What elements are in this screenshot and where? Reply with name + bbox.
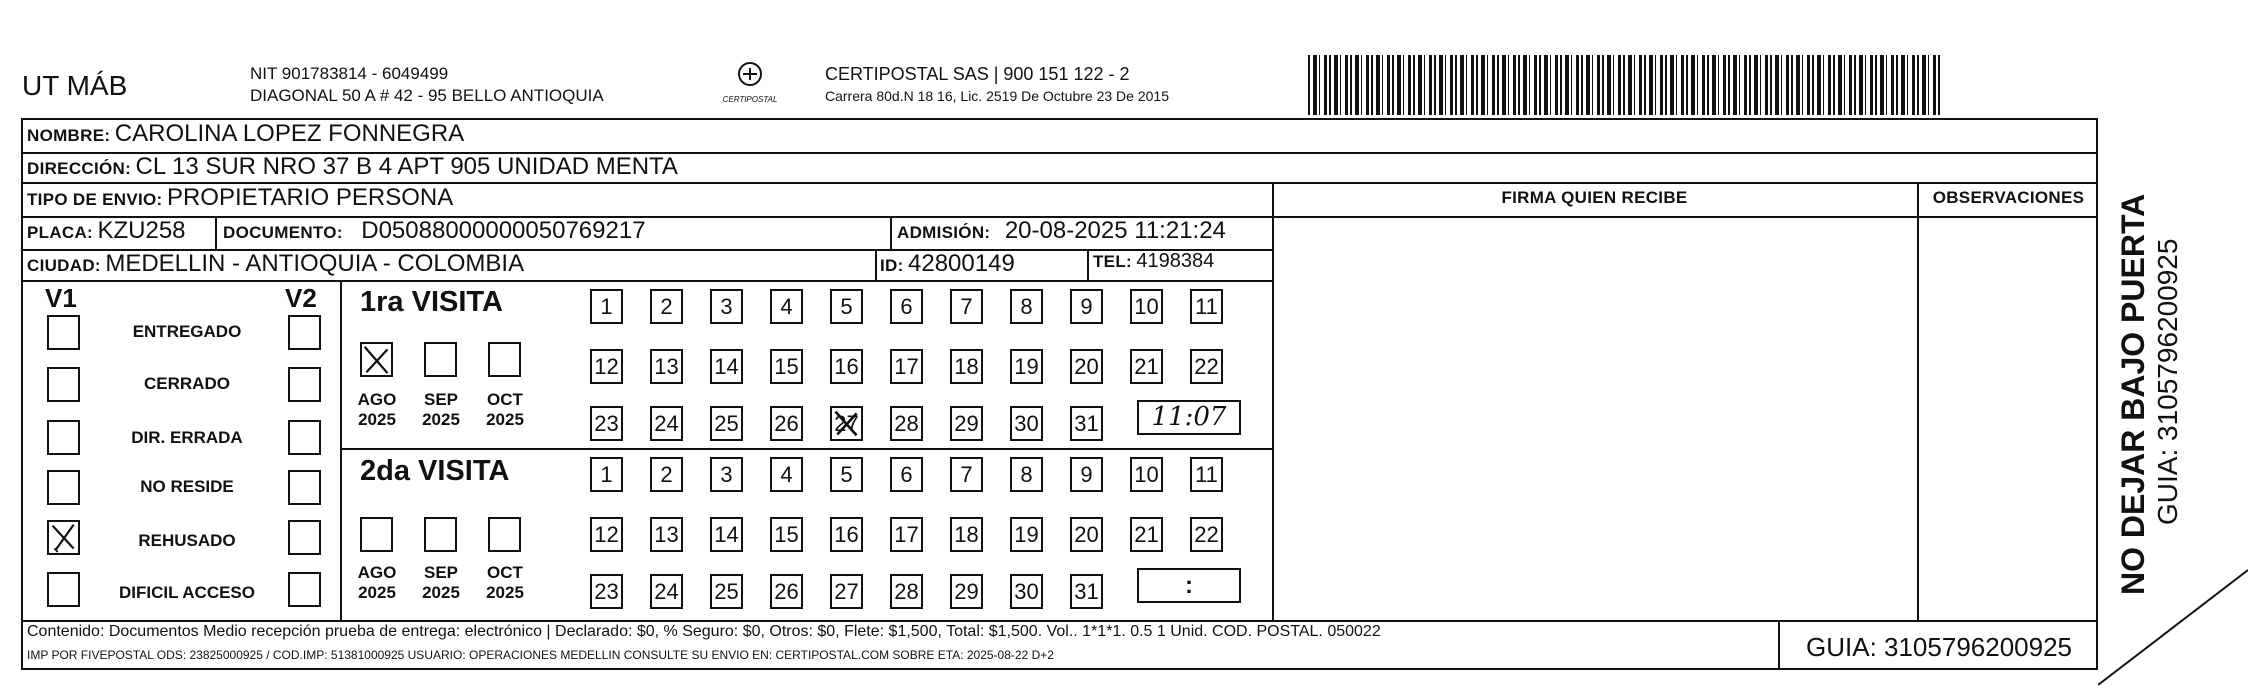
visita2-day-7[interactable]: 7 — [950, 457, 983, 492]
tel-value: 4198384 — [1136, 250, 1215, 272]
v2-label: V2 — [285, 283, 317, 313]
visita1-month-sep-checkbox[interactable] — [424, 342, 457, 377]
option-rehusado: REHUSADO — [138, 531, 236, 550]
visita1-title: 1ra VISITA — [360, 286, 503, 318]
placa-value: KZU258 — [97, 217, 186, 244]
ciudad-label: CIUDAD: — [27, 256, 101, 275]
visita2-day-12[interactable]: 12 — [590, 517, 623, 552]
visita1-month-sep: SEP 2025 — [422, 390, 460, 429]
logo-icon — [730, 60, 770, 90]
visita2-day-9[interactable]: 9 — [1070, 457, 1103, 492]
visita1-month-ago-checkbox[interactable] — [360, 342, 393, 377]
visita1-day-14[interactable]: 14 — [710, 349, 743, 384]
footer-imp: IMP POR FIVEPOSTAL ODS: 23825000925 / COD.IMP: 51381000925 USUARIO: OPERACIONES MEDELLIN CONSULTE SU ENVIO EN: CERTIPOSTAL.COM SOBRE ETA: 2025-08-22 D+2 — [27, 648, 1054, 662]
documento-row — [223, 217, 646, 245]
v2-dir-errada-checkbox[interactable] — [288, 420, 321, 455]
visita1-day-24[interactable]: 24 — [650, 406, 683, 441]
visita1-day-26[interactable]: 26 — [770, 406, 803, 441]
visita2-day-11[interactable]: 11 — [1190, 457, 1223, 492]
option-entregado: ENTREGADO — [132, 322, 242, 341]
visita1-day-5[interactable]: 5 — [830, 289, 863, 324]
checkmark-x-icon — [49, 522, 78, 553]
observaciones-area[interactable] — [1919, 218, 2098, 620]
visita1-day-20[interactable]: 20 — [1070, 349, 1103, 384]
visita2-title: 2da VISITA — [360, 455, 510, 487]
documento-value: D05088000000050769217 — [361, 217, 646, 244]
visita2-time-box[interactable] — [1137, 568, 1241, 603]
v1-cerrado-checkbox[interactable] — [47, 367, 80, 402]
visita1-day-25[interactable]: 25 — [710, 406, 743, 441]
visita2-day-23[interactable]: 23 — [590, 574, 623, 609]
footer-contenido: Contenido: Documentos Medio recepción prueba de entrega: electrónico | Declarado: $0, % Seguro: $0, Otros: $0, Flete: $1,500, Total: $1,500. Vol.. 1*1*1. 0.5 1 Unid. COD. POSTAL. 050022 — [27, 623, 1381, 640]
visita2-month-ago-checkbox[interactable] — [360, 517, 393, 552]
visita2-day-2[interactable]: 2 — [650, 457, 683, 492]
visita2-day-25[interactable]: 25 — [710, 574, 743, 609]
visita2-day-27[interactable]: 27 — [830, 574, 863, 609]
visita2-day-17[interactable]: 17 — [890, 517, 923, 552]
tipo-label: TIPO DE ENVIO: — [27, 190, 163, 209]
tel-row — [1093, 250, 1214, 273]
visita1-day-13[interactable]: 13 — [650, 349, 683, 384]
visita1-day-22[interactable]: 22 — [1190, 349, 1223, 384]
v2-entregado-checkbox[interactable] — [288, 315, 321, 350]
visita2-day-10[interactable]: 10 — [1130, 457, 1163, 492]
visita2-day-30[interactable]: 30 — [1010, 574, 1043, 609]
direccion-label: DIRECCIÓN: — [27, 159, 132, 178]
visita2-day-4[interactable]: 4 — [770, 457, 803, 492]
visita2-day-22[interactable]: 22 — [1190, 517, 1223, 552]
visita1-day-27[interactable]: 27 — [830, 406, 863, 441]
firma-area[interactable] — [1274, 218, 1917, 620]
placa-row — [27, 217, 186, 245]
ciudad-value: MEDELLIN - ANTIOQUIA - COLOMBIA — [105, 250, 525, 277]
id-row — [880, 250, 1015, 278]
visita1-day-16[interactable]: 16 — [830, 349, 863, 384]
direccion-value: CL 13 SUR NRO 37 B 4 APT 905 UNIDAD MENTA — [135, 153, 678, 180]
visita1-day-9[interactable]: 9 — [1070, 289, 1103, 324]
visita2-day-31[interactable]: 31 — [1070, 574, 1103, 609]
barcode — [1308, 55, 1943, 115]
visita2-day-19[interactable]: 19 — [1010, 517, 1043, 552]
visita2-day-21[interactable]: 21 — [1130, 517, 1163, 552]
visita1-day-23[interactable]: 23 — [590, 406, 623, 441]
visita1-day-11[interactable]: 11 — [1190, 289, 1223, 324]
visita1-day-15[interactable]: 15 — [770, 349, 803, 384]
visita1-day-1[interactable]: 1 — [590, 289, 623, 324]
visita1-day-10[interactable]: 10 — [1130, 289, 1163, 324]
visita2-day-13[interactable]: 13 — [650, 517, 683, 552]
v2-cerrado-checkbox[interactable] — [288, 367, 321, 402]
v1-entregado-checkbox[interactable] — [47, 315, 80, 350]
visita2-day-18[interactable]: 18 — [950, 517, 983, 552]
company-name: UT MÁB — [22, 70, 128, 101]
tipo-value: PROPIETARIO PERSONA — [166, 184, 454, 211]
v1-label: V1 — [45, 283, 77, 313]
visita2-month-oct: OCT 2025 — [486, 563, 524, 602]
visita1-time-box[interactable] — [1137, 400, 1241, 435]
firma-label: FIRMA QUIEN RECIBE — [1501, 188, 1688, 207]
ciudad-row — [27, 250, 524, 278]
visita1-day-12[interactable]: 12 — [590, 349, 623, 384]
visita2-day-15[interactable]: 15 — [770, 517, 803, 552]
visita1-day-19[interactable]: 19 — [1010, 349, 1043, 384]
visita1-day-2[interactable]: 2 — [650, 289, 683, 324]
v1-dir-errada-checkbox[interactable] — [47, 420, 80, 455]
v1-dificil-acceso-checkbox[interactable] — [47, 572, 80, 607]
address-text: DIAGONAL 50 A # 42 - 95 BELLO ANTIOQUIA — [250, 86, 604, 105]
placa-label: PLACA: — [27, 223, 94, 242]
visita1-day-4[interactable]: 4 — [770, 289, 803, 324]
visita1-day-28[interactable]: 28 — [890, 406, 923, 441]
admision-value: 20-08-2025 11:21:24 — [1004, 217, 1226, 244]
visita2-month-sep: SEP 2025 — [422, 563, 460, 602]
visita1-day-31[interactable]: 31 — [1070, 406, 1103, 441]
option-dir-errada: DIR. ERRADA — [131, 428, 243, 447]
carrier-logo — [715, 60, 785, 112]
carrier-text: CERTIPOSTAL SAS | 900 151 122 - 2 — [825, 64, 1130, 84]
option-cerrado: CERRADO — [144, 374, 230, 393]
side-warning: NO DEJAR BAJO PUERTA — [2115, 193, 2151, 595]
visita1-day-6[interactable]: 6 — [890, 289, 923, 324]
v1-rehusado-checkbox[interactable] — [47, 520, 80, 555]
visita2-month-ago: AGO 2025 — [357, 563, 397, 602]
visita2-month-sep-checkbox[interactable] — [424, 517, 457, 552]
v1-no-reside-checkbox[interactable] — [47, 470, 80, 505]
visita1-day-21[interactable]: 21 — [1130, 349, 1163, 384]
visita2-day-8[interactable]: 8 — [1010, 457, 1043, 492]
visita1-day-30[interactable]: 30 — [1010, 406, 1043, 441]
visita2-day-3[interactable]: 3 — [710, 457, 743, 492]
id-label: ID: — [880, 256, 904, 275]
visita2-day-28[interactable]: 28 — [890, 574, 923, 609]
visita1-day-18[interactable]: 18 — [950, 349, 983, 384]
visita2-day-24[interactable]: 24 — [650, 574, 683, 609]
documento-label: DOCUMENTO: — [223, 223, 343, 242]
v2-dificil-acceso-checkbox[interactable] — [288, 572, 321, 607]
visita2-day-29[interactable]: 29 — [950, 574, 983, 609]
visita2-day-20[interactable]: 20 — [1070, 517, 1103, 552]
id-value: 42800149 — [908, 250, 1015, 277]
side-guia: GUIA: 3105796200925 — [2152, 238, 2183, 525]
visita2-day-6[interactable]: 6 — [890, 457, 923, 492]
option-no-reside: NO RESIDE — [140, 477, 234, 496]
v2-no-reside-checkbox[interactable] — [288, 470, 321, 505]
visita1-time: 11:07 — [1151, 402, 1227, 432]
visita1-day-3[interactable]: 3 — [710, 289, 743, 324]
visita1-day-7[interactable]: 7 — [950, 289, 983, 324]
visita2-day-16[interactable]: 16 — [830, 517, 863, 552]
visita2-day-1[interactable]: 1 — [590, 457, 623, 492]
nombre-value: CAROLINA LOPEZ FONNEGRA — [114, 120, 465, 147]
admision-label: ADMISIÓN: — [897, 223, 991, 242]
visita1-month-oct: OCT 2025 — [486, 390, 524, 429]
logo-text: CERTIPOSTAL — [722, 95, 778, 104]
nit-text: NIT 901783814 - 6049499 — [250, 64, 449, 83]
license-text: Carrera 80d.N 18 16, Lic. 2519 De Octubre 23 De 2015 — [825, 88, 1169, 104]
visita2-time: : — [1185, 572, 1193, 599]
nombre-label: NOMBRE: — [27, 126, 111, 145]
tipo-row — [27, 184, 453, 212]
visita2-day-26[interactable]: 26 — [770, 574, 803, 609]
checkmark-x-icon — [362, 344, 391, 375]
footer-guia: GUIA: 3105796200925 — [1806, 632, 2072, 662]
admision-row — [897, 217, 1226, 245]
option-dificil-acceso: DIFICIL ACCESO — [118, 583, 255, 602]
nombre-row — [27, 120, 464, 148]
visita1-month-ago: AGO 2025 — [357, 390, 397, 429]
visita1-month-oct-checkbox[interactable] — [488, 342, 521, 377]
visita2-day-14[interactable]: 14 — [710, 517, 743, 552]
observaciones-label: OBSERVACIONES — [1932, 188, 2085, 207]
direccion-row — [27, 153, 678, 181]
visita1-day-17[interactable]: 17 — [890, 349, 923, 384]
tel-label: TEL: — [1093, 252, 1132, 271]
envelope-edge — [2098, 560, 2248, 690]
visita1-day-29[interactable]: 29 — [950, 406, 983, 441]
v2-rehusado-checkbox[interactable] — [288, 520, 321, 555]
visita1-day-8[interactable]: 8 — [1010, 289, 1043, 324]
visita2-day-5[interactable]: 5 — [830, 457, 863, 492]
visita2-month-oct-checkbox[interactable] — [488, 517, 521, 552]
